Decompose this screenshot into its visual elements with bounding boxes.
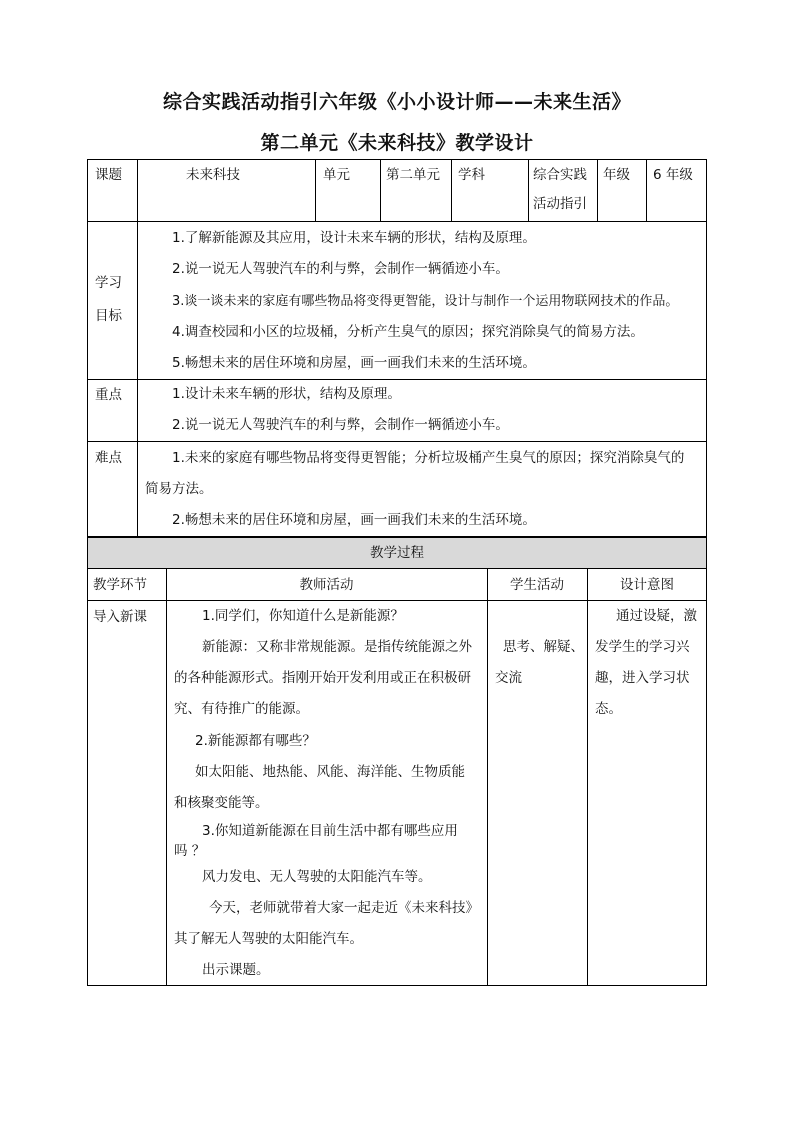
goal-item: 3.谈一谈未来的家庭有哪些物品将变得更智能，设计与制作一个运用物联网技术的作品。 [172,294,679,309]
teacher-question: 3.你知道新能源在目前生活中都有哪些应用 [202,823,458,839]
difficulty-item: 1.未来的家庭有哪些物品将变得更智能；分析垃圾桶产生臭气的原因；探究消除臭气的 [172,450,685,466]
teacher-text: 今天，老师就带着大家一起走近《未来科技》 [209,900,479,916]
teacher-text: 其了解无人驾驶的太阳能汽车。 [174,931,363,947]
col-header-student: 学生活动 [510,577,564,593]
student-activity: 交流 [495,670,522,686]
design-intent: 通过设疑，激 [616,608,697,624]
document-title: 综合实践活动指引六年级《小小设计师——未来生活》 [162,91,631,113]
teacher-text: 的各种能源形式。指刚开始开发利用或正在积极研 [174,670,471,686]
teacher-text: 和核聚变能等。 [174,795,269,811]
stage-name: 导入新课 [93,609,147,625]
column-divider [528,159,529,221]
key-points-label: 重点 [95,387,122,403]
teacher-question: 1.同学们，你知道什么是新能源？ [202,608,404,624]
subject-value-line1: 综合实践 [533,167,587,183]
topic-label: 课题 [95,167,122,183]
key-point-item: 2.说一说无人驾驶汽车的利与弊，会制作一辆循迹小车。 [172,417,509,433]
teacher-question: 吗 ？ [174,843,206,859]
row-divider [87,441,707,442]
grade-value: 6 年级 [653,167,693,183]
col-header-teacher: 教师活动 [299,577,354,593]
unit-value: 第二单元 [386,167,440,183]
design-intent: 趣，进入学习状 [595,670,690,686]
student-activity: 思考、解疑、 [503,639,584,655]
column-divider [137,159,138,537]
subject-value-line2: 活动指引 [533,196,587,212]
topic-value: 未来科技 [186,167,240,183]
teacher-text: 出示课题。 [202,962,270,978]
row-divider [87,221,707,222]
col-header-stage: 教学环节 [93,577,147,593]
column-divider [487,568,488,986]
column-divider [597,159,598,221]
goal-item: 4.调查校园和小区的垃圾桶，分析产生臭气的原因；探究消除臭气的简易方法。 [172,324,644,340]
teacher-text: 风力发电、无人驾驶的太阳能汽车等。 [202,869,432,885]
goal-item: 1.了解新能源及其应用，设计未来车辆的形状，结构及原理。 [172,230,536,246]
unit-label: 单元 [323,167,350,183]
design-intent: 发学生的学习兴 [595,639,690,655]
goals-label-line1: 学习 [95,275,122,291]
document-subtitle: 第二单元《未来科技》教学设计 [260,132,534,154]
teacher-text: 究、有待推广的能源。 [174,701,309,717]
column-divider [380,159,381,221]
column-divider [646,159,647,221]
grade-label: 年级 [603,167,630,183]
subject-label: 学科 [458,167,485,183]
column-divider [166,568,167,986]
teacher-text: 如太阳能、地热能、风能、海洋能、生物质能 [195,764,465,780]
design-intent: 态。 [595,701,622,717]
process-section-title: 教学过程 [370,545,424,561]
difficulties-label: 难点 [95,450,122,466]
goal-item: 2.说一说无人驾驶汽车的利与弊，会制作一辆循迹小车。 [172,261,509,277]
difficulty-item: 2.畅想未来的居住环境和房屋，画一画我们未来的生活环境。 [172,512,536,528]
teacher-text: 新能源：又称非常规能源。是指传统能源之外 [202,639,472,655]
col-header-intent: 设计意图 [620,577,674,593]
column-divider [315,159,316,221]
goals-label-line2: 目标 [95,308,122,324]
column-divider [451,159,452,221]
key-point-item: 1.设计未来车辆的形状，结构及原理。 [172,386,401,402]
difficulty-item-continued: 简易方法。 [145,481,213,497]
row-divider [87,568,707,569]
column-divider [587,568,588,986]
goal-item: 5.畅想未来的居住环境和房屋，画一画我们未来的生活环境。 [172,355,536,371]
teacher-question: 2.新能源都有哪些？ [195,733,316,749]
